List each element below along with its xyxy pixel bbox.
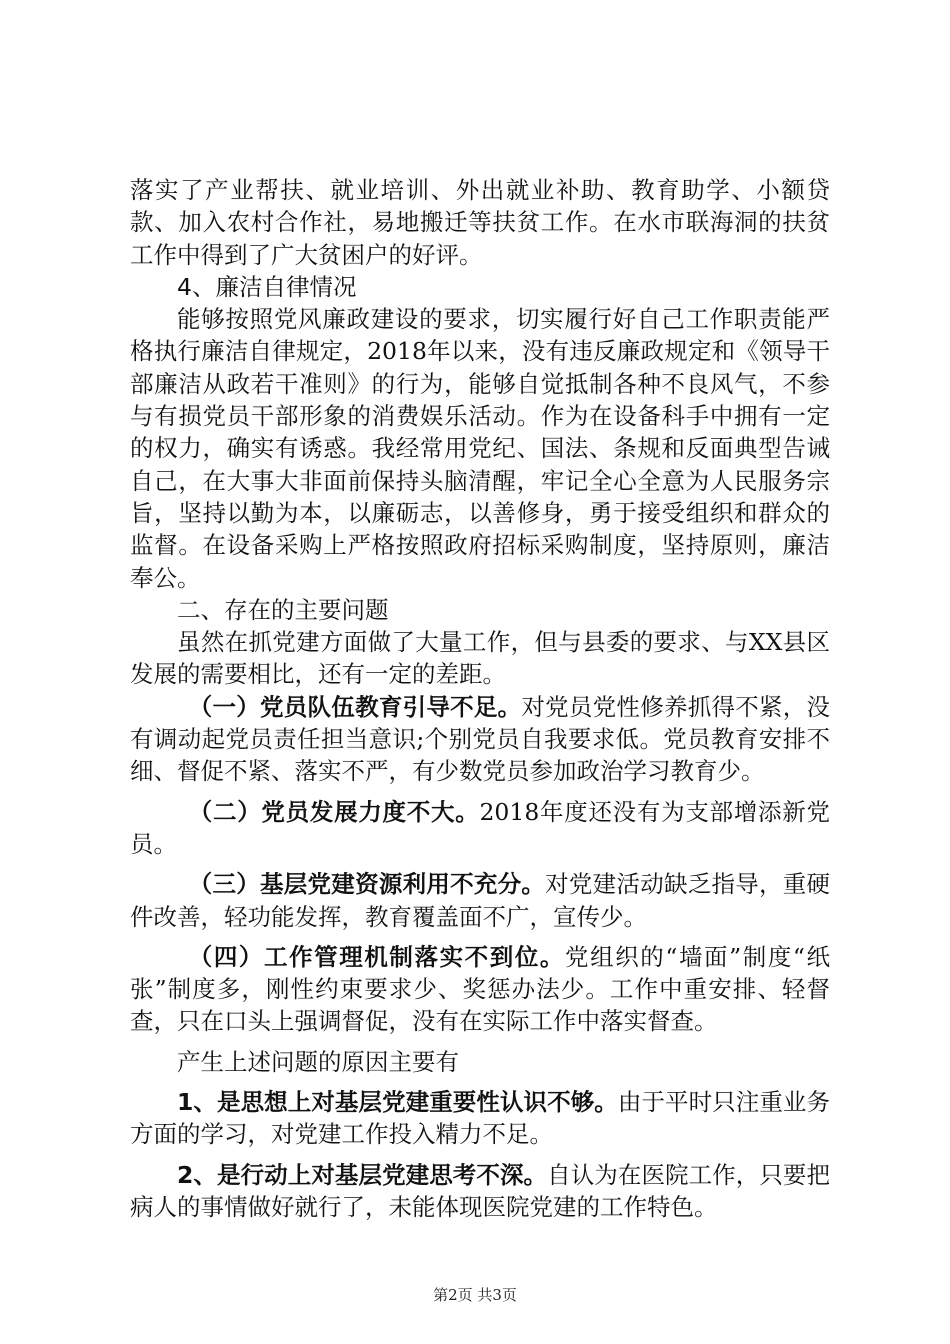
document-body [130, 174, 830, 1223]
paragraph-causes-intro: 产生上述问题的原因主要有 [177, 1047, 459, 1076]
cause-item-1-title: 1、是思想上对基层党建重要性认识不够。 [177, 1088, 618, 1117]
problem-item-2 [130, 796, 830, 861]
cause-item-2-title: 2、是行动上对基层党建思考不深。 [177, 1160, 548, 1189]
problem-item-1 [130, 691, 830, 788]
problem-item-3 [130, 868, 830, 933]
page-footer: 第2页 共3页 [433, 1286, 517, 1304]
problem-item-1-title: （一）党员队伍教育引导不足。 [188, 692, 522, 721]
problem-item-2-text: 2018年度还没有为支部增添新党员。 [130, 797, 830, 858]
cause-item-1 [130, 1086, 830, 1151]
cause-item-2-text: 自认为在医院工作，只要把病人的事情做好就行了，未能体现医院党建的工作特色。 [130, 1160, 830, 1221]
cause-item-2 [130, 1159, 830, 1224]
problem-item-1-text: 对党员党性修养抓得不紧，没有调动起党员责任担当意识;个别党员自我要求低。党员教育安排不细、督促不紧、落实不严，有少数党员参加政治学习教育少。 [130, 692, 831, 786]
problem-item-4-title: （四）工作管理机制落实不到位。 [188, 942, 566, 971]
paragraph-integrity: 能够按照党风廉政建设的要求，切实履行好自己工作职责能严格执行廉洁自律规定，2018年以来，没有违反廉政规定和《领导干部廉洁从政若干准则》的行为，能够自觉抵制各种不良风气，不参与有损党员干部形象的消费娱乐活动。作为在设备科手中拥有一定的权力，确实有诱惑。我经常用党纪、国法、条规和反面典型告诫自己，在大事大非面前保持头脑清醒，牢记全心全意为人民服务宗旨，坚持以勤为本，以廉砺志，以善修身，勇于接受组织和群众的监督。在设备采购上严格按照政府招标采购制度，坚持原则，廉洁奉公。 [130, 305, 830, 592]
problem-item-3-title: （三）基层党建资源利用不充分。 [188, 870, 546, 899]
problem-item-4 [130, 941, 830, 1038]
problem-item-3-text: 对党建活动缺乏指导，重硬件改善，轻功能发挥，教育覆盖面不广，宣传少。 [130, 870, 831, 931]
problem-item-4-text: 党组织的“墙面”制度“纸张”制度多，刚性约束要求少、奖惩办法少。工作中重安排、轻督查，只在口头上强调督促，没有在实际工作中落实督查。 [130, 942, 831, 1036]
problem-item-2-title: （二）党员发展力度不大。 [188, 797, 480, 826]
heading-integrity: 4、廉洁自律情况 [177, 272, 357, 301]
cause-item-1-text: 由于平时只注重业务方面的学习，对党建工作投入精力不足。 [130, 1088, 830, 1149]
heading-main-problems: 二、存在的主要问题 [177, 595, 389, 624]
paragraph-poverty-work: 落实了产业帮扶、就业培训、外出就业补助、教育助学、小额贷款、加入农村合作社，易地搬迁等扶贫工作。在水市联海洞的扶贫工作中得到了广大贫困户的好评。 [130, 176, 830, 269]
paragraph-gap: 虽然在抓党建方面做了大量工作，但与县委的要求、与XX县区发展的需要相比，还有一定的差距。 [130, 628, 830, 689]
